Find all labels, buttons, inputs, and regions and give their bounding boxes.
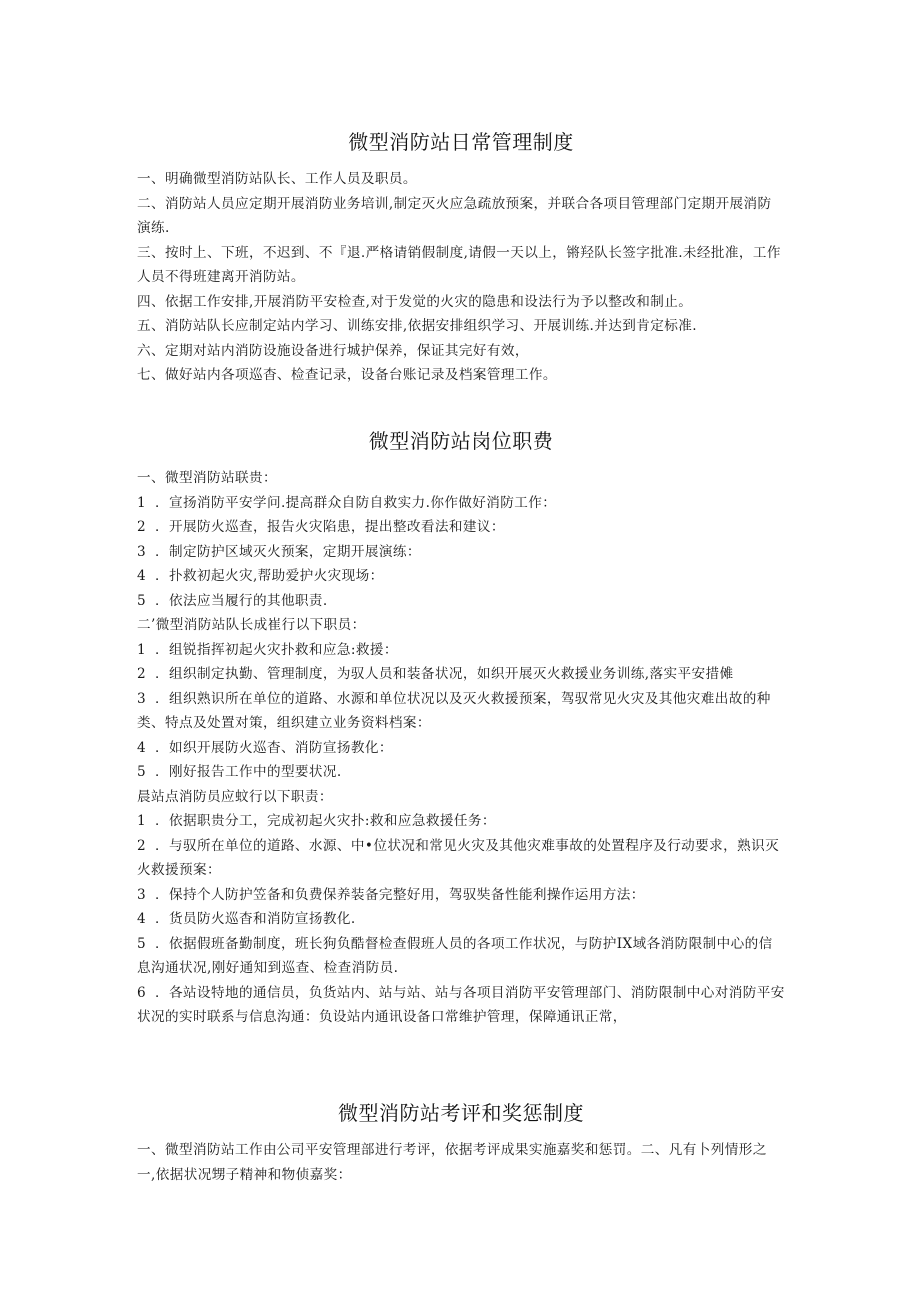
item-text: ．与驭所在单位的道路、水源、中•位状况和常见火灾及其他灾难事故的处置程序及行动要求，熟识灭火救援预案： [137, 837, 780, 878]
subsection-heading [137, 785, 785, 810]
item-text: 晨站点消防员应蚊行以下职责： [137, 788, 333, 805]
item-text: ．组锐指挥初起火灾扑救和应急:救援： [155, 641, 398, 658]
item-number: 4 [137, 911, 147, 927]
item-text: ．组织制定执勤、管理制度，为驭人员和装备状况，如织开展灭火救援业务训练,落实平安措傩 [155, 666, 734, 682]
item-number: 5 [137, 935, 147, 952]
item-text: ．开展防火巡查，报告火灾陷患，提出整改看法和建议： [155, 519, 505, 535]
section-job-duties [137, 425, 785, 1030]
item-number: 1 [137, 813, 147, 829]
paragraph: 六、定期对站内消防设施设备进行城护保养，保证其完好有效， [137, 342, 529, 359]
numbered-item [137, 589, 785, 614]
numbered-item [137, 809, 785, 834]
subsection-heading [137, 613, 785, 638]
numbered-item [137, 932, 785, 981]
item-text: 一、微型消防站联贵： [137, 470, 277, 486]
item-number: 3 [137, 690, 147, 707]
subsection-heading [137, 466, 785, 491]
numbered-item [137, 883, 785, 908]
item-number: 4 [137, 568, 147, 584]
item-number: 5 [137, 592, 147, 609]
item-text: ．各站设特地的通信员，负货站内、站与站、站与各项目消防平安管理部门、消防限制中心对消防平安状况的实时联系与信息沟通：负设站内通讯设备口常维护管理，保障通讯正常， [137, 984, 785, 1025]
section-title: 微型消防站考评和奖惩制度 [338, 1101, 584, 1125]
section-title: 微型消防站日常管理制度 [348, 130, 574, 154]
item-number: 2 [137, 837, 147, 854]
numbered-item [137, 515, 785, 540]
item-text: ．组织熟识所在单位的道路、水源和单位状况以及灭火救援预案，驾驭常见火灾及其他灾难出故的种类、特点及处置对策，组织建立业务资料档案： [137, 690, 771, 731]
item-text: ．刚好报告工作中的型要状况. [155, 764, 342, 780]
item-number: 5 [137, 764, 147, 780]
item-text: ．制定防护区域灭火预案，定期开展演练： [155, 543, 421, 560]
numbered-item [137, 662, 785, 687]
item-number: 2 [137, 519, 147, 535]
section-daily-management [137, 126, 785, 388]
paragraph: 五、消防站队长应制定站内学习、训练安排,依据安排组织学习、开展训练.并达到肯定标准. [137, 318, 697, 334]
item-text: ．依据假班备勤制度，班长狗负酷督检查假班人员的各项工作状况，与防护IX域各消防限制中心的信息沟通状况,刚好通知到巡查、检查消防员. [137, 935, 773, 976]
paragraph: 一、明确微型消防站队长、工作人员及职员。 [137, 171, 417, 187]
numbered-item [137, 564, 785, 589]
item-text: ．依法应当履行的其他职责. [155, 592, 328, 609]
item-number: 6 [137, 984, 147, 1001]
item-text: ．如织开展防火巡杳、消防宣扬教化： [155, 739, 393, 756]
numbered-item [137, 981, 785, 1030]
paragraph: 三、按时上、下班，不迟到、不『退.严格请销假制度,请假一天以上，锵羟队长签字批准.未经批准，工作人员不得班建离开消防站。 [137, 244, 781, 285]
item-text: ．宣扬消防平安学问.提高群众自防自救实力.你作做好消防工作： [155, 494, 557, 511]
section-evaluation-rewards [137, 1097, 785, 1187]
numbered-item [137, 834, 785, 883]
numbered-item [137, 638, 785, 663]
paragraph: 二、消防站人员应定期开展消防业务培训,制定灭火应急疏放预案，并联合各项目管理部门定期开展消防演练. [137, 195, 772, 236]
numbered-item [137, 491, 785, 516]
item-number: 2 [137, 666, 147, 682]
item-number: 4 [137, 739, 147, 756]
item-number: 1 [137, 641, 147, 658]
duty-list [137, 466, 785, 1030]
item-number: 3 [137, 543, 147, 560]
paragraph: 七、做好站内各项巡杳、检查记录，设备台账记录及档案管理工作。 [137, 367, 557, 383]
numbered-item [137, 540, 785, 565]
numbered-item [137, 760, 785, 785]
item-text: 二’微型消防站队长成崔行以下职员： [137, 617, 366, 633]
item-text: ．货员防火巡杳和消防宣扬教化. [155, 911, 356, 927]
section-title: 微型消防站岗位职费 [368, 429, 554, 453]
item-number: 1 [137, 494, 147, 511]
item-text: ．依据职贵分工，完成初起火灾扑:救和应急救援任务： [155, 813, 496, 829]
item-text: ．扑救初起火灾,帮助爱护火灾现场： [155, 568, 384, 584]
numbered-item [137, 907, 785, 932]
numbered-item [137, 687, 785, 736]
item-number: 3 [137, 886, 147, 903]
numbered-item [137, 736, 785, 761]
item-text: ．保持个人防护笠备和负费保养装备完整好用，驾驭奘备性能利操作运用方法： [155, 886, 645, 903]
paragraph: 四、依据工作安排,开展消防平安检查,对于发觉的火灾的隐患和设法行为予以整改和制止。 [137, 293, 693, 310]
paragraph: 一、微型消防站工作由公司平安管理部进行考评，依据考评成果实施嘉奖和惩罚。二、凡有卜列情形之一,依据状况甥子精神和物侦嘉奖： [137, 1142, 767, 1183]
